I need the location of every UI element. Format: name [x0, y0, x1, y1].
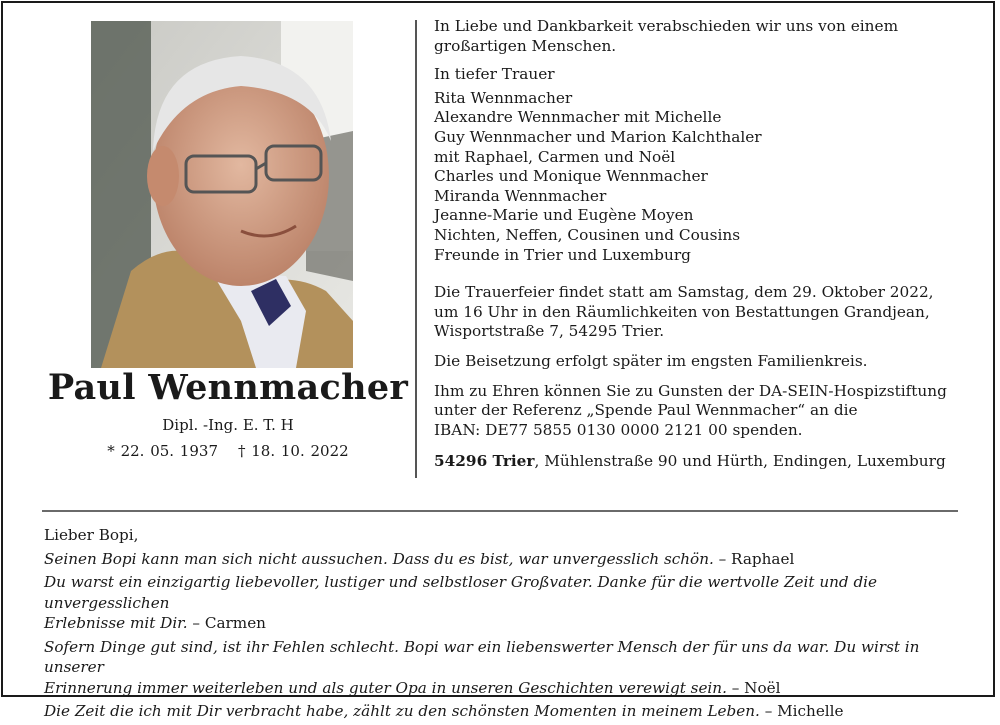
personal-messages — [44, 525, 964, 725]
ceremony-info — [434, 283, 974, 342]
ceremony-line: Wisportstraße 7, 54295 Trier. — [434, 322, 665, 341]
intro-text — [434, 17, 974, 56]
message-raphael — [44, 549, 964, 570]
address-rest: , Mühlenstraße 90 und Hürth, Endingen, Luxemburg — [534, 452, 946, 471]
message-text: Du warst ein einzigartig liebevoller, lustiger und selbstloser Großvater. Danke für die wertvolle Zeit und die unvergesslichen — [44, 573, 878, 612]
intro-line: großartigen Menschen. — [434, 36, 617, 55]
academic-title: Dipl. -Ing. E. T. H — [162, 416, 294, 434]
mourner: Alexandre Wennmacher mit Michelle — [434, 108, 722, 127]
mourner-list — [434, 89, 974, 265]
mourner: Guy Wennmacher und Marion Kalchthaler — [434, 127, 762, 146]
birth-date: * 22. 05. 1937 — [107, 442, 218, 460]
horizontal-divider — [42, 510, 958, 512]
donation-line: Ihm zu Ehren können Sie zu Gunsten der DA-SEIN-Hospizstiftung — [434, 381, 947, 400]
message-text: Die Zeit die ich mit Dir verbracht habe, zählt zu den schönsten Momenten in meinem Leben. — [44, 702, 760, 720]
mourner: Rita Wennmacher — [434, 88, 573, 107]
burial-info: Die Beisetzung erfolgt später im engsten Familienkreis. — [434, 351, 868, 370]
portrait-photo — [91, 21, 353, 368]
life-dates — [40, 442, 416, 460]
address-city: 54296 Trier — [434, 452, 535, 471]
donation-line: unter der Referenz „Spende Paul Wennmacher“ an die — [434, 401, 858, 420]
vertical-divider — [415, 20, 417, 478]
announcement-text — [434, 17, 974, 472]
message-author: – Michelle — [759, 702, 844, 720]
message-author: – Noël — [726, 678, 781, 697]
mourner: Charles und Monique Wennmacher — [434, 167, 708, 186]
mourner: Miranda Wennmacher — [434, 186, 607, 205]
death-date: † 18. 10. 2022 — [238, 442, 349, 460]
message-text: Erinnerung immer weiterleben und als guter Opa in unseren Geschichten verewigt sein. — [44, 678, 727, 697]
mourner: mit Raphael, Carmen und Noël — [434, 147, 676, 166]
message-michelle — [44, 701, 964, 722]
deceased-name: Paul Wennmacher — [47, 367, 409, 408]
ceremony-line: um 16 Uhr in den Räumlichkeiten von Bestattungen Grandjean, — [434, 302, 930, 321]
message-carmen — [44, 572, 964, 634]
message-author: – Carmen — [187, 614, 266, 632]
mourner: Jeanne-Marie und Eugène Moyen — [434, 206, 694, 225]
donation-info — [434, 382, 974, 441]
message-noel — [44, 637, 964, 699]
mourner: Nichten, Neffen, Cousinen und Cousins — [434, 225, 741, 244]
message-author: – Raphael — [713, 549, 795, 568]
mourner: Freunde in Trier und Luxemburg — [434, 245, 691, 264]
trauer-heading: In tiefer Trauer — [434, 65, 555, 84]
message-text: Seinen Bopi kann man sich nicht aussuchen. Dass du es bist, war unvergesslich schön. — [44, 549, 714, 568]
ceremony-line: Die Trauerfeier findet statt am Samstag, dem 29. Oktober 2022, — [434, 283, 934, 302]
message-text: Sofern Dinge gut sind, ist ihr Fehlen schlecht. Bopi war ein liebenswerter Mensch der für uns da war. Du wirst in unserer — [44, 637, 920, 676]
donation-line: IBAN: DE77 5855 0130 0000 2121 00 spenden. — [434, 420, 803, 439]
message-text: Erlebnisse mit Dir. — [44, 614, 188, 632]
family-address — [434, 452, 974, 472]
salutation: Lieber Bopi, — [44, 526, 139, 544]
intro-line: In Liebe und Dankbarkeit verabschieden wir uns von einem — [434, 17, 899, 35]
